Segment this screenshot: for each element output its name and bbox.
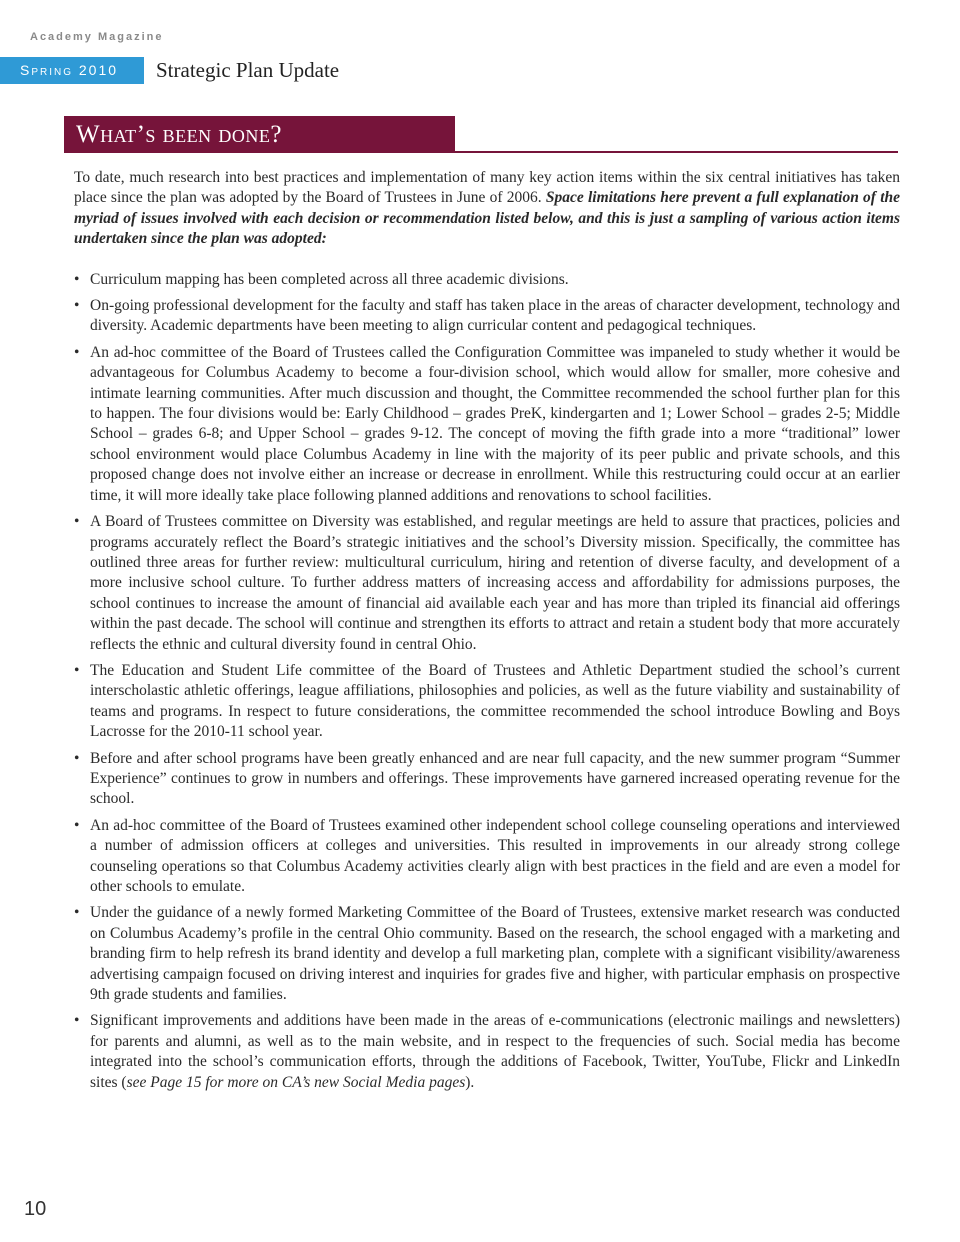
list-item-text: Significant improvements and additions have been made in the areas of e-communications (electronic mailings and newsletters) for parents and alumni, as well as to the main website, and in respect to the frequencies of such. Social media has become integrated into the school’s communication efforts, through the additions of Facebook, Twitter, YouTube, Flickr and LinkedIn sites ( [90, 1012, 900, 1091]
bullet: • [74, 270, 80, 288]
page-number: 10 [24, 1198, 47, 1220]
action-items-list [74, 270, 900, 1093]
section-title: Strategic Plan Update [156, 58, 340, 82]
bullet: • [74, 816, 80, 834]
intro-paragraph [74, 168, 900, 250]
bullet: • [74, 513, 80, 531]
list-item [74, 1011, 900, 1093]
list-item-text: An ad-hoc committee of the Board of Trustees called the Configuration Committee was impaneled to study whether it would be advantageous for Columbus Academy to become a four-division school, which would allow for smaller, more cohesive and intimate learning communities. After much discussion and thought, the Committee recommended the school further plan for this to happen. The four divisions would be: Early Childhood – grades PreK, kindergarten and 1; Lower School – grades 2-5; Middle School – grades 6-8; and Upper School – grades 9-12. The concept of moving the fifth grade into a more “traditional” lower school environment would place Columbus Academy in line with the majority of its peer public and private schools, and this proposed change does not involve either an increase or decrease in enrollment. While this restructuring could occur at an earlier time, it will more ideally take place following planned additions and renovations to school facilities. [90, 343, 900, 504]
list-item-text: A Board of Trustees committee on Diversity was established, and regular meetings are held to assure that practices, policies and programs accurately reflect the Board’s strategic initiatives and the school’s Diversity mission. Specifically, the committee has outlined three areas for further review: multicultural curriculum, hiring and retention of diverse faculty, and development of a more inclusive school culture. To further address matters of increasing access and affordability for admissions purposes, the school continues to increase the amount of financial aid available each year and has more than tripled its financial aid offerings within the past decade. The school will continue and strengthen its efforts to attract and retain a student body that more accurately reflects the ethnic and cultural diversity found in central Ohio. [90, 513, 900, 653]
list-item [74, 816, 900, 898]
list-item-text: Curriculum mapping has been completed across all three academic divisions. [90, 270, 569, 288]
article-body [74, 168, 900, 1099]
reference-closing: ). [465, 1073, 475, 1091]
magazine-name: Academy Magazine [30, 31, 164, 43]
bullet: • [74, 343, 80, 361]
intro-text: To date, much research into best practices and implementation of many key action items within the six central initiatives has taken place since the plan was adopted by the Board of Trustees in June of 2006. [74, 169, 900, 207]
bullet: • [74, 661, 80, 679]
list-item [74, 343, 900, 506]
page-reference: see Page 15 for more on CA’s new Social Media pages [126, 1073, 466, 1091]
bullet: • [74, 297, 80, 315]
list-item-text: Under the guidance of a newly formed Marketing Committee of the Board of Trustees, extensive market research was conducted on Columbus Academy’s profile in the central Ohio community. Based on the research, the school engaged with a marketing and branding firm to help refresh its brand identity and develop a full marketing plan, complete with a significant visibility/awareness advertising campaign focused on driving interest and inquiries for grades five and higher, with particular emphasis on prospective 9th grade students and families. [90, 904, 900, 1004]
list-item [74, 512, 900, 655]
list-item-text: On-going professional development for the faculty and staff has taken place in the areas of character development, technology and diversity. Academic departments have been meeting to align curricular content and pedagogical techniques. [90, 297, 900, 335]
list-item [74, 749, 900, 810]
list-item [74, 661, 900, 743]
list-item [74, 270, 900, 290]
bullet: • [74, 1012, 80, 1030]
section-heading: What’s been done? [64, 116, 455, 153]
bullet: • [74, 749, 80, 767]
list-item [74, 903, 900, 1005]
list-item-text: The Education and Student Life committee of the Board of Trustees and Athletic Department studied the school’s current interscholastic athletic offerings, league affiliations, philosophies and policies, as well as the future viability and sustainability of teams and programs. In respect to future considerations, the committee recommended the school introduce Bowling and Boys Lacrosse for the 2010-11 school year. [90, 661, 900, 741]
heading-rule [455, 151, 898, 153]
season-label: Spring 2010 [0, 57, 144, 84]
list-item [74, 296, 900, 337]
list-item-text: Before and after school programs have been greatly enhanced and are near full capacity, and the new summer program “Summer Experience” continues to grow in numbers and offerings. These improvements have garnered increased operating revenue for the school. [90, 749, 900, 808]
bullet: • [74, 904, 80, 922]
intro-emphasis: Space limitations here prevent a full explanation of the myriad of issues involved with each decision or recommendation listed below, and this is just a sampling of various action items undertaken since the plan was adopted: [74, 189, 901, 248]
list-item-text: An ad-hoc committee of the Board of Trustees examined other independent school college counseling operations and interviewed a number of admission officers at colleges and universities. This resulted in improvements in our already strong college counseling operations so that Columbus Academy activities clearly align with best practices in the field and are even a model for other schools to emulate. [90, 816, 900, 895]
